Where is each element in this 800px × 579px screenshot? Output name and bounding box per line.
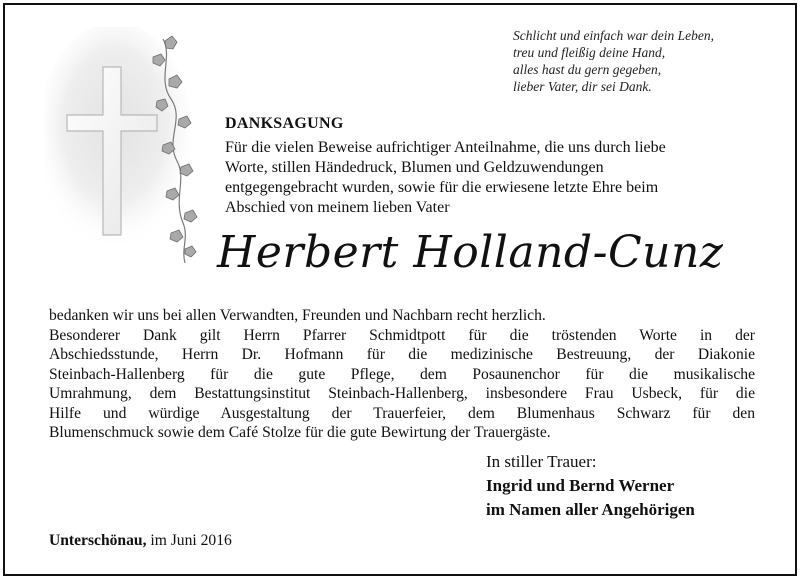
obituary-card bbox=[3, 3, 797, 576]
body-line: Steinbach-Hallenberg für die gute Pflege, dem Posaunenchor für die musikalische bbox=[49, 365, 755, 383]
intro-line: Für die vielen Beweise aufrichtiger Anteilnahme, die uns durch liebe bbox=[225, 139, 666, 156]
body-line: Umrahmung, dem Bestattungsinstitut Steinbach-Hallenberg, insbesondere Frau Usbeck, für die bbox=[49, 385, 755, 402]
poem-line: lieber Vater, dir sei Dank. bbox=[513, 79, 652, 94]
signature-intro: In stiller Trauer: bbox=[486, 452, 597, 471]
body-line: Besonderer Dank gilt Herrn Pfarrer Schmidtpott für die tröstenden Worte in der bbox=[49, 326, 755, 344]
poem-line: alles hast du gern gegeben, bbox=[513, 62, 662, 77]
poem bbox=[513, 27, 788, 95]
place-date-text: im Juni 2016 bbox=[150, 532, 232, 549]
body-line: Abschiedsstunde, Herrn Dr. Hofmann für die medizinische Bestreuung, der Diakonie bbox=[49, 346, 755, 363]
heading: DANKSAGUNG bbox=[225, 115, 344, 132]
poem-line: treu und fleißig deine Hand, bbox=[513, 45, 666, 60]
signature-block bbox=[486, 450, 786, 522]
intro-line: entgegengebracht wurden, sowie für die erwiesene letzte Ehre beim bbox=[225, 179, 659, 196]
place-town: Unterschönau, bbox=[49, 532, 147, 549]
body-line: Hilfe und würdige Ausgestaltung der Trauerfeier, dem Blumenhaus Schwarz für den bbox=[49, 404, 755, 422]
intro-line: Abschied von meinem lieben Vater bbox=[225, 199, 450, 216]
body-line: bedanken wir uns bei allen Verwandten, Freunden und Nachbarn recht herzlich. bbox=[49, 307, 546, 324]
body-paragraph bbox=[49, 306, 755, 443]
poem-line: Schlicht und einfach war dein Leben, bbox=[513, 28, 714, 43]
place-date bbox=[49, 532, 232, 550]
signature-relatives: im Namen aller Angehörigen bbox=[486, 500, 695, 519]
intro-paragraph bbox=[225, 138, 785, 218]
body-line: Blumenschmuck sowie dem Café Stolze für die gute Bewirtung der Trauergäste. bbox=[49, 424, 551, 441]
intro-line: Worte, stillen Händedruck, Blumen und Geldzuwendungen bbox=[225, 159, 604, 176]
signature-names: Ingrid und Bernd Werner bbox=[486, 476, 675, 495]
cross-ivy-illustration bbox=[45, 27, 215, 267]
deceased-name: Herbert Holland-Cunz bbox=[217, 227, 724, 278]
